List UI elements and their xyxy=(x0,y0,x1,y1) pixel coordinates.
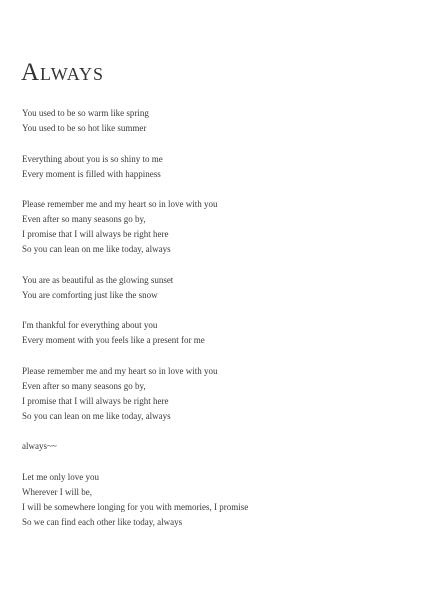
stanza xyxy=(22,318,422,348)
lyric-line: Everything about you is so shiny to me xyxy=(22,153,163,164)
stanza xyxy=(22,152,422,182)
lyric-line: So you can lean on me like today, always xyxy=(22,410,171,421)
lyric-line: Even after so many seasons go by, xyxy=(22,380,146,391)
lyric-line: You are as beautiful as the glowing sunset xyxy=(22,274,174,285)
lyric-line: I will be somewhere longing for you with memories, I promise xyxy=(22,501,249,512)
lyric-line: Even after so many seasons go by, xyxy=(22,214,146,224)
lyric-line: Every moment with you feels like a present for me xyxy=(22,335,205,345)
lyric-line: You used to be so hot like summer xyxy=(22,123,147,133)
lyrics-body xyxy=(22,106,422,545)
lyric-line: always~~ xyxy=(22,441,57,451)
lyric-line: Let me only love you xyxy=(22,471,99,482)
lyric-line: Please remember me and my heart so in love with you xyxy=(22,199,218,209)
lyric-line: Every moment is filled with happiness xyxy=(22,168,161,179)
lyric-line: Wherever I will be, xyxy=(22,486,92,497)
stanza xyxy=(22,273,422,303)
lyric-line: Please remember me and my heart so in love with you xyxy=(22,365,218,376)
lyric-line: So you can lean on me like today, always xyxy=(22,244,171,254)
lyric-line: So we can find each other like today, always xyxy=(22,516,183,527)
lyric-line: You are comforting just like the snow xyxy=(22,289,158,300)
lyric-line: I promise that I will always be right here xyxy=(22,229,169,239)
stanza xyxy=(22,106,422,136)
lyric-line: You used to be so warm like spring xyxy=(22,108,149,118)
song-title: Always xyxy=(21,59,105,86)
stanza xyxy=(22,439,422,454)
stanza xyxy=(22,197,422,257)
lyric-line: I'm thankful for everything about you xyxy=(22,320,158,330)
stanza xyxy=(22,470,422,530)
stanza xyxy=(22,364,422,424)
lyric-line: I promise that I will always be right here xyxy=(22,395,169,406)
